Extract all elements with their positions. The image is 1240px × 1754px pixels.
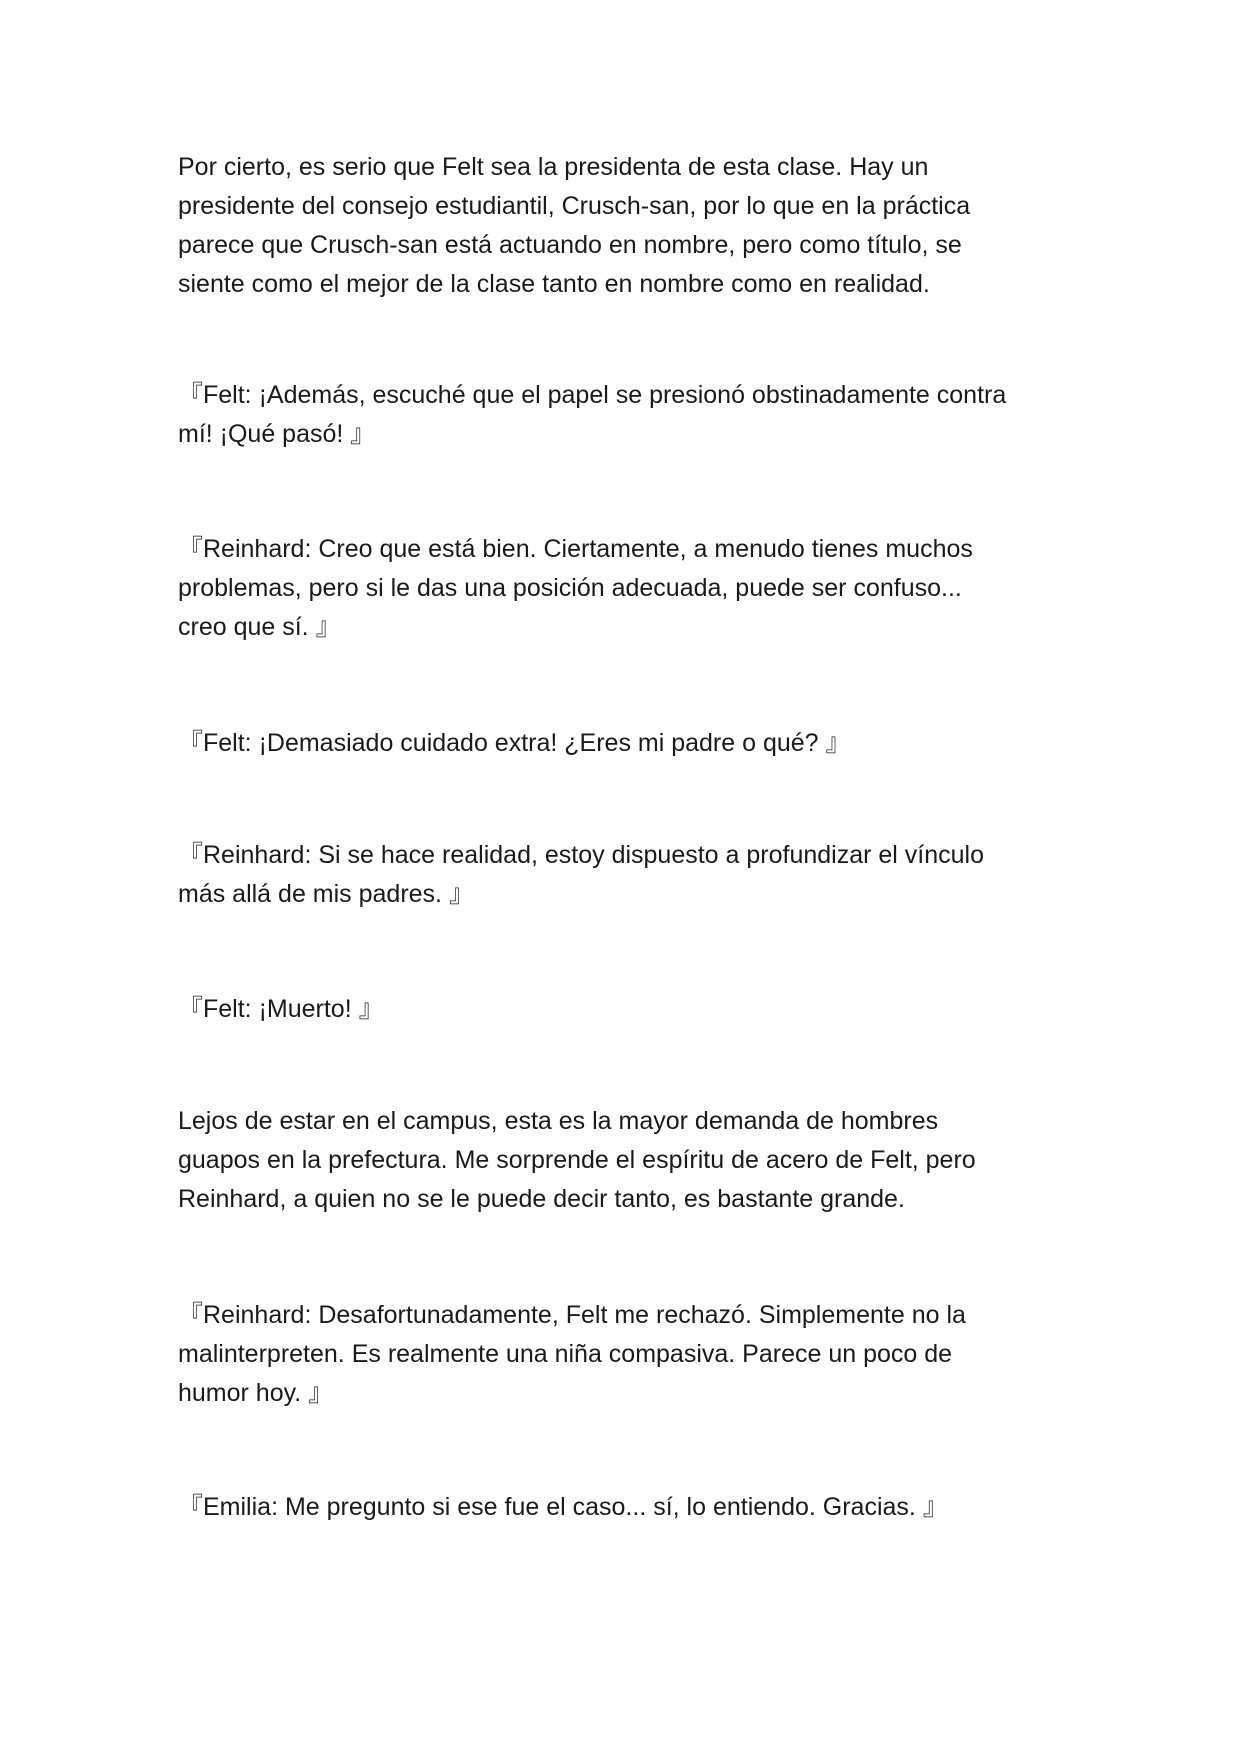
dialogue-felt: 『Felt: ¡Además, escuché que el papel se presionó obstinadamente contra mí! ¡Qué pasó! 』 — [178, 381, 1007, 448]
dialogue-felt: 『Felt: ¡Demasiado cuidado extra! ¿Eres mi padre o qué? 』 — [178, 729, 851, 757]
dialogue-emilia: 『Emilia: Me pregunto si ese fue el caso... sí, lo entiendo. Gracias. 』 — [178, 1493, 948, 1521]
dialogue-reinhard: 『Reinhard: Creo que está bien. Ciertamente, a menudo tienes muchos problemas, pero si le das una posición adecuada, puede ser confuso... creo que sí. 』 — [178, 535, 973, 641]
dialogue-reinhard: 『Reinhard: Si se hace realidad, estoy dispuesto a profundizar el vínculo más allá de mis padres. 』 — [178, 841, 985, 908]
narration-paragraph: Por cierto, es serio que Felt sea la presidenta de esta clase. Hay un presidente del consejo estudiantil, Crusch-san, por lo que en la práctica parece que Crusch-san está actuando en nombre, pero como título, se siente como el mejor de la clase tanto en nombre como en realidad. — [178, 153, 971, 298]
narration-paragraph: Lejos de estar en el campus, esta es la mayor demanda de hombres guapos en la prefectura. Me sorprende el espíritu de acero de Felt, pero Reinhard, a quien no se le puede decir tanto, es bastante grande. — [178, 1107, 976, 1213]
dialogue-felt: 『Felt: ¡Muerto! 』 — [178, 995, 384, 1023]
dialogue-reinhard: 『Reinhard: Desafortunadamente, Felt me rechazó. Simplemente no la malinterpreten. Es realmente una niña compasiva. Parece un poco de humor hoy. 』 — [178, 1301, 966, 1407]
